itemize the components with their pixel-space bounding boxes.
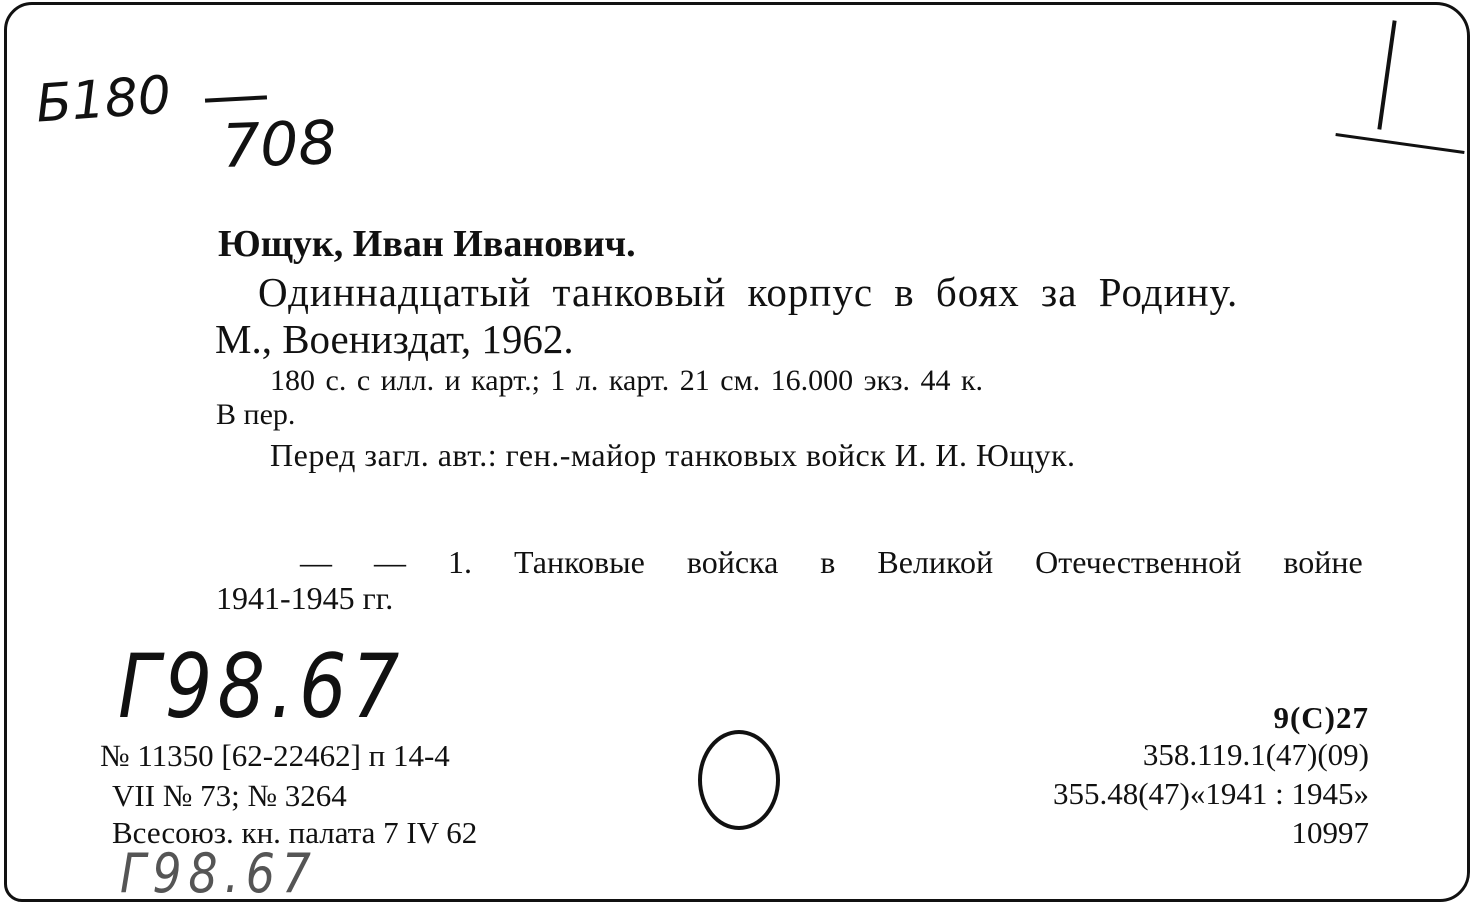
punch-hole (698, 730, 780, 830)
handwritten-accession-number: Б180 (34, 65, 173, 135)
subject-heading: — — 1. Танковые войска в Великой Отечественной войне (300, 544, 1363, 580)
imprint: М., Воениздат, 1962. (215, 316, 574, 362)
udc-code: 355.48(47)«1941 : 1945» (1052, 776, 1369, 811)
udc-code: 358.119.1(47)(09) (1142, 737, 1369, 772)
handwritten-shelfmark: Г98.67 (118, 635, 405, 738)
collation: 180 с. с илл. и карт.; 1 л. карт. 21 см. 16.000 экз. 44 к. (270, 364, 984, 397)
author-note: Перед загл. авт.: ген.-майор танковых войск И. И. Ющук. (270, 437, 1076, 473)
classification-code: 9(С)27 (1273, 700, 1369, 735)
author-heading: Ющук, Иван Иванович. (218, 223, 636, 265)
footer-left-line: Всесоюз. кн. палата 7 IV 62 (112, 815, 478, 850)
handwritten-accession-suffix: 708 (220, 108, 338, 182)
book-title: Одиннадцатый танковый корпус в боях за Родину. (258, 269, 1239, 315)
footer-left-line: № 11350 [62-22462] п 14-4 (100, 738, 450, 773)
footer-left-line: VII № 73; № 3264 (112, 778, 347, 813)
card-number: 10997 (1291, 815, 1369, 850)
binding: В пер. (216, 398, 296, 431)
subject-heading-cont: 1941-1945 гг. (216, 580, 394, 616)
handwritten-shelfmark-faint: Г98.67 (120, 842, 318, 905)
